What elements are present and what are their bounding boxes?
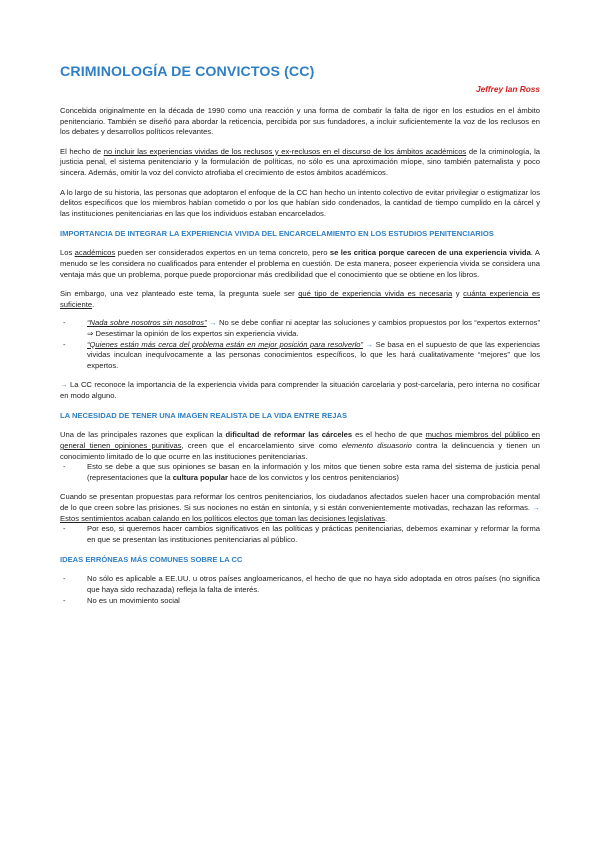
- intro-p2-underlined: no incluir las experiencias vividas de los reclusos y ex-reclusos en el discurso de los ámbitos académicos: [103, 146, 467, 156]
- intro-p3-text: A lo largo de su historia, las personas que adoptaron el enfoque de la CC han hecho un intento colectivo de evitar privilegiar o estigmatizar los delitos específicos que los miembros habían cometido o por los que habían sido condenados, la cantidad de tiempo cumplido en la cárcel y las instituciones penitenciarias en las que los individuos estaban encarcelados.: [60, 187, 540, 218]
- s1-p1-b: pueden ser considerados expertos en un tema concreto, pero: [115, 248, 330, 258]
- intro-paragraph-1: [60, 106, 540, 138]
- s2-p2-underlined: Estos sentimientos acaban calando en los políticos electos que toman las decisiones legislativas: [60, 513, 386, 523]
- s1-p2-a: Sin embargo, una vez planteado este tema, la pregunta suele ser: [60, 289, 299, 299]
- list-item: - No sólo es aplicable a EE.UU. u otros países angloamericanos, el hecho de que no haya sido adoptada en otros países (no significa que haya sido rechazada) refleja la falta de interés.: [60, 574, 540, 595]
- s2-bullet-list-2: [60, 524, 540, 545]
- intro-p1-text: Concebida originalmente en la década de 1990 como una reacción y una forma de combatir la falta de rigor en los estudios en el ámbito penitenciario. También se diseñó para abordar la reticencia, percibida por sus fundadores, a incluir suficientemente la voz de los reclusos en los debates y desarrollos políticos relevantes.: [60, 106, 540, 137]
- s2-p1-b: es el hecho de que: [352, 430, 426, 440]
- s1-li1-text: No se debe confiar ni aceptar las soluciones y cambios propuestos por los “expertos externos” ⇒ Desestimar la opinión de los expertos sin experiencia vivida.: [87, 318, 540, 338]
- s1-li1-quote: “Nada sobre nosotros sin nosotros”: [87, 318, 207, 328]
- list-item: [60, 340, 540, 372]
- s1-bullet-list: [60, 318, 540, 371]
- s1-conclusion: [60, 380, 540, 401]
- s2-p1-italic: elemento disuasorio: [341, 441, 412, 451]
- list-item: - No es un movimiento social: [60, 596, 540, 607]
- intro-paragraph-3: [60, 188, 540, 220]
- s1-paragraph-1: [60, 248, 540, 280]
- list-item: [60, 462, 540, 483]
- list-item: - Por eso, si queremos hacer cambios significativos en las políticas y prácticas penitenciarias, debemos examinar y reformar la forma en que se presentan las instituciones penitenciarias al público.: [60, 524, 540, 545]
- s1-p1-a: Los: [60, 248, 75, 258]
- section-heading-1: IMPORTANCIA DE INTEGRAR LA EXPERIENCIA VIVIDA DEL ENCARCELAMIENTO EN LOS ESTUDIOS PENITENCIARIOS: [60, 229, 494, 239]
- s1-paragraph-2: [60, 289, 540, 310]
- author-name: Jeffrey Ian Ross: [476, 84, 540, 94]
- s2-li1-bold: cultura popular: [172, 472, 228, 482]
- arrow-icon: →: [206, 318, 219, 328]
- s2-p1-a: Una de las principales razones que explican la: [60, 430, 226, 440]
- s1-li2-text: Se basa en el supuesto de que las experiencias vividas inculcan inequívocamente a las personas conocimientos específicos, lo que les hará cualitativamente “mejores” que los expertos.: [87, 339, 540, 370]
- s2-bullet-list-1: [60, 462, 540, 483]
- s2-p1-bold: dificultad de reformar las cárceles: [225, 430, 353, 440]
- s1-p1-underlined: académicos: [74, 248, 116, 258]
- s1-p1-bold: se les critica porque carecen de una experiencia vivida: [329, 248, 531, 258]
- s1-p2-b: y: [452, 289, 464, 299]
- intro-p2-text-b: de la criminología, la justicia penal, el sistema penitenciario y la formulación de políticas, no sólo es una aproximación míope, sino también paternalista y poco sincera. Además, omitir la voz del convicto atrofiaba el crecimiento de estos ámbitos académicos.: [60, 146, 540, 177]
- s2-p1-underlined: muchos miembros del público en general tienen opiniones punitivas: [60, 430, 540, 451]
- s2-p1-d: contra la delincuencia y tienen un conocimiento limitado de lo que ocurre en las instituciones penitenciarias.: [60, 441, 540, 461]
- s2-p2-c: .: [385, 513, 388, 523]
- arrow-icon: →: [60, 380, 71, 390]
- document-title: CRIMINOLOGÍA DE CONVICTOS (CC): [60, 64, 315, 80]
- s1-p2-underlined-2: cuánta experiencia es suficiente: [60, 289, 540, 309]
- s2-p2-a: Cuando se presentan propuestas para reformar los centros penitenciarios, los ciudadanos afectados suelen hacer una comprobación mental de lo que creen sobre las prisiones. Si sus nociones no están en sintonía, y si están convenientemente motivadas, rechazan las reformas.: [60, 492, 540, 513]
- s2-li1-a: Esto se debe a que sus opiniones se basan en la información y los mitos que tienen sobre esta rama del sistema de justicia penal (representaciones que la: [87, 462, 540, 482]
- s2-paragraph-2: [60, 492, 540, 524]
- s2-paragraph-1: [60, 430, 540, 462]
- s1-li2-quote: “Quienes están más cerca del problema están en mejor posición para resolverlo”: [87, 339, 364, 349]
- arrow-icon: →: [363, 339, 376, 349]
- s3-bullet-list: [60, 574, 540, 606]
- s1-p2-c: .: [92, 299, 95, 309]
- intro-paragraph-2: [60, 147, 540, 179]
- s1-conclusion-text: La CC reconoce la importancia de la experiencia vivida para comprender la situación carcelaria y post-carcelaria, pero interna no cosificar en modo alguno.: [60, 380, 540, 400]
- intro-p2-text-a: El hecho de: [60, 146, 104, 156]
- section-heading-3: IDEAS ERRÓNEAS MÁS COMUNES SOBRE LA CC: [60, 555, 243, 565]
- arrow-icon: →: [532, 503, 540, 513]
- s1-p1-c: . A menudo se les considera no cualificados para entender el problema en cuestión. De esta manera, poseer experiencia vivida se considera una ventaja más que un problema, porque puede proporcionar más credibilidad que el conocimiento que se obtiene en los libros.: [60, 248, 540, 279]
- s2-p1-c: , creen que el encarcelamiento sirve como: [181, 441, 342, 451]
- s2-li1-b: hace de los convictos y los centros penitenciarios): [227, 472, 399, 482]
- list-item: [60, 318, 540, 339]
- section-heading-2: LA NECESIDAD DE TENER UNA IMAGEN REALISTA DE LA VIDA ENTRE REJAS: [60, 411, 348, 421]
- s1-p2-underlined-1: qué tipo de experiencia vivida es necesaria: [298, 289, 453, 299]
